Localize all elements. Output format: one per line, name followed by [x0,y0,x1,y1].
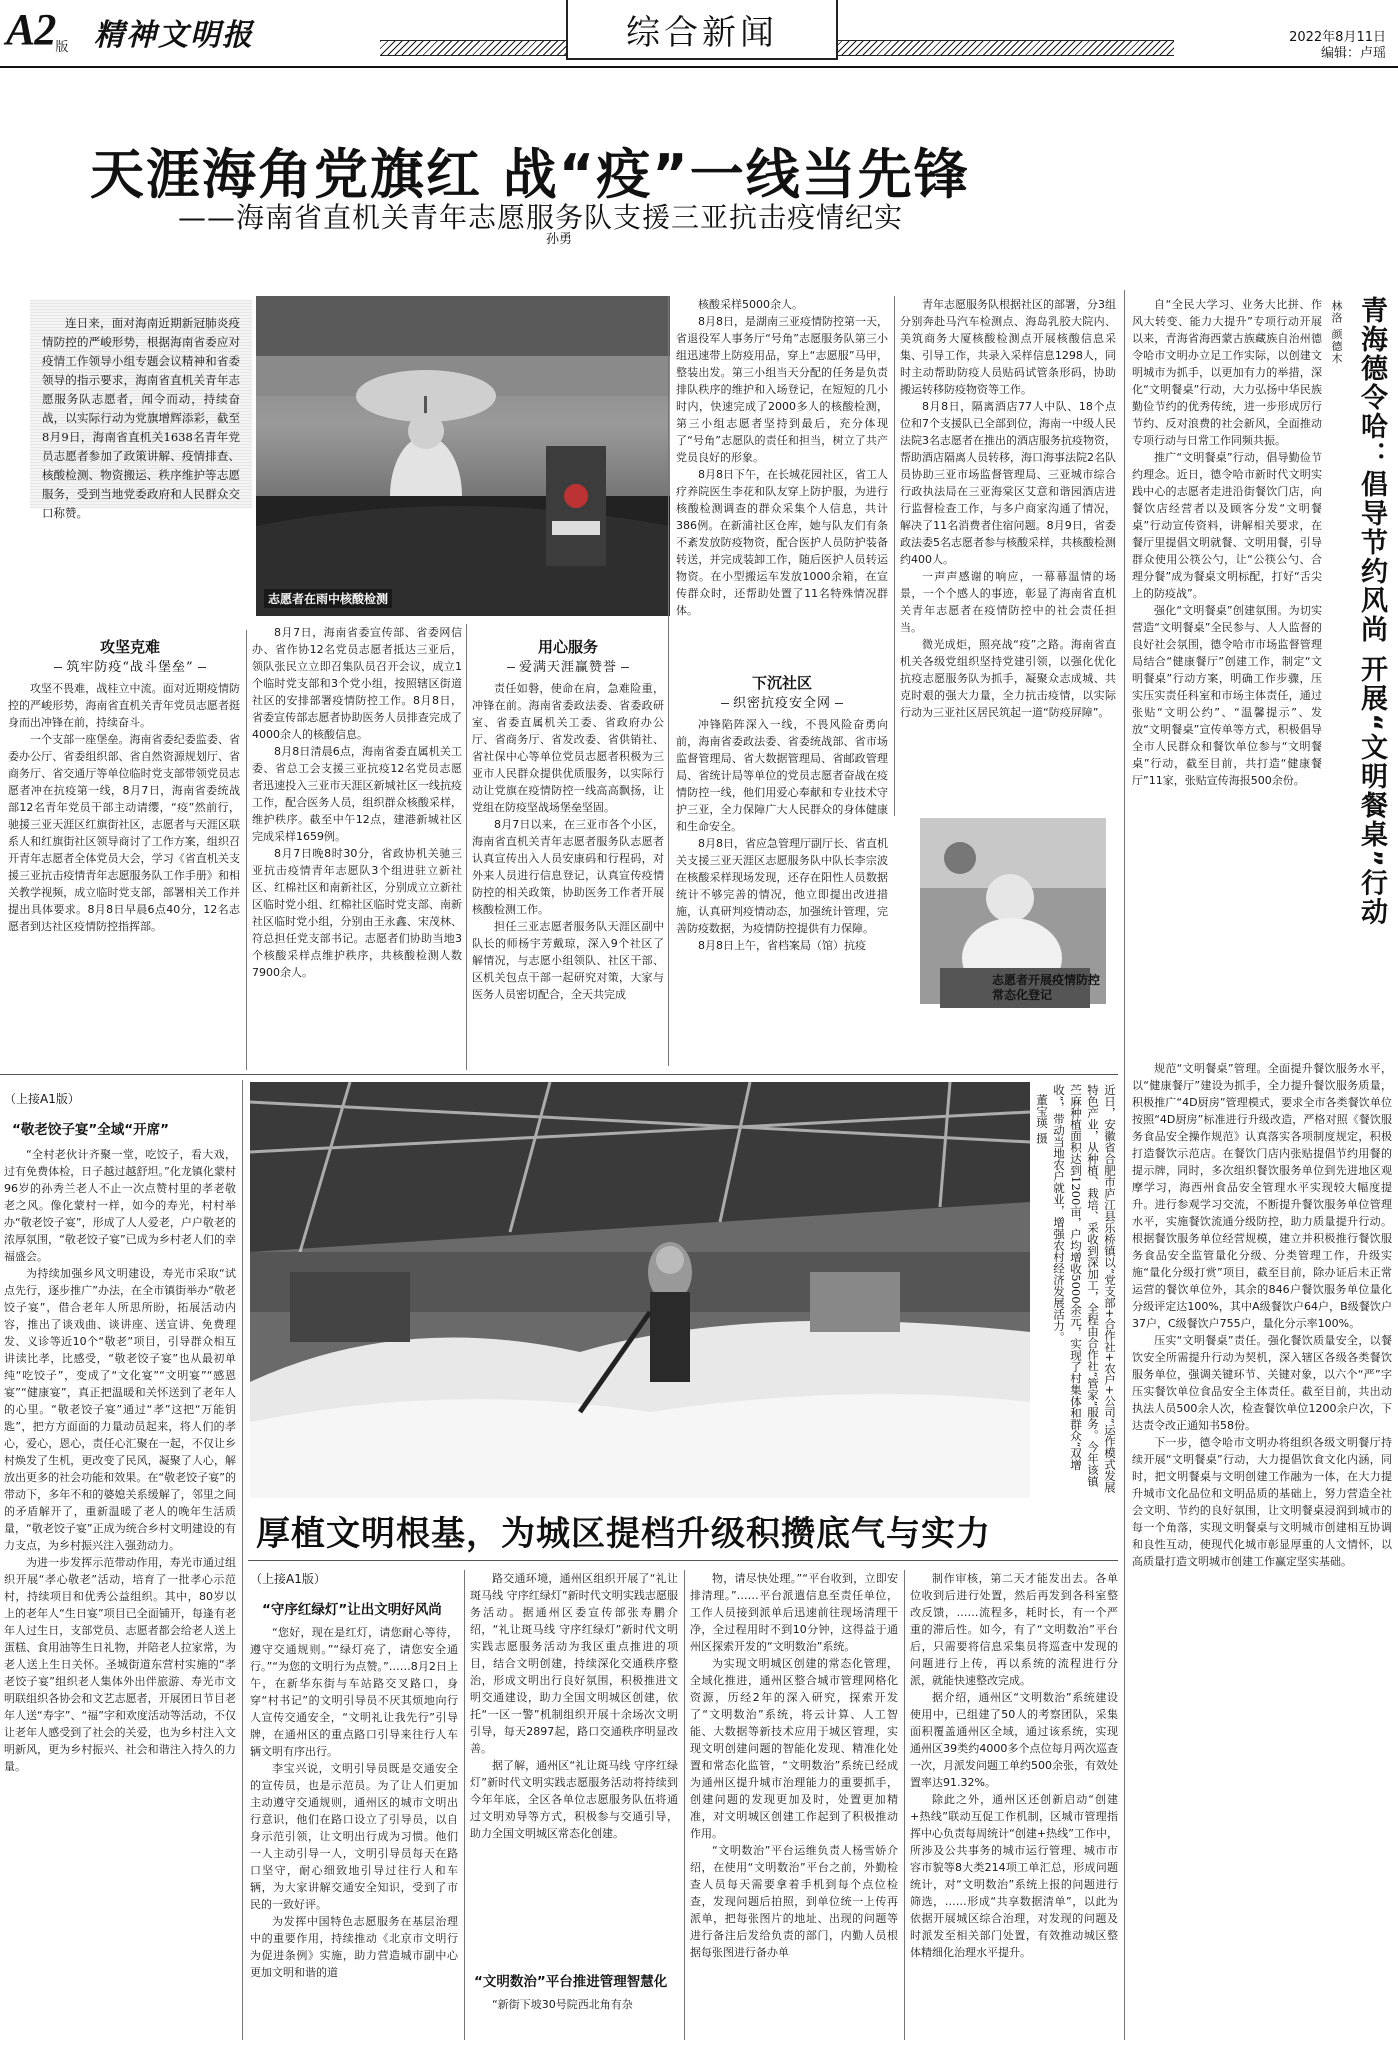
paragraph: 8月8日下午，在长城花园社区，省工人疗养院医生李花和队友穿上防护服，为进行核酸检测调查的群众采集个人信息，共计386例。在新浦社区仓库，她与队友们有条不紊发放防疫物资，配合医护人员防护装备转送，并完成装卸工作，随后医护人员转运物资。在小型搬运车发放1000余箱，在宣传群众时，还帮助处置了11名特殊情况群体。 [676,468,888,617]
paragraph: 一声声感谢的响应，一幕幕温情的场景，一个个感人的事迹，彰显了海南省直机关青年志愿者在疫情防控中的社会责任担当。 [900,570,1116,634]
paragraph: 一个支部一座堡垒。海南省委纪委监委、省委办公厅、省委组织部、省自然资源规划厅、省商务厅、省交通厅等单位临时党支部带领党员志愿者冲在抗疫第一线，8月7日，海南省委统战部12名青年党员干部主动请缨，“疫”然前行，驰援三亚天涯区红旗街社区，志愿者与天涯区联系人和红旗街社区领导商讨了工作方案，组织召开青年志愿者全体党员大会，学习《省直机关支援三亚抗击疫情青年志愿服务队工作手册》和相关教学视频，成立临时党支部，部署相关工作并提出具体要求。8月8日早晨6点40分，12名志愿者到达社区疫情防控指挥部。 [8,733,240,933]
photo-ramie [250,1082,1030,1498]
lead-byline: 孙勇 [546,232,573,247]
section-title: 综合新闻 [566,0,838,60]
second-col2-tail [470,1996,678,2036]
section3-title: 下沉社区 [751,674,812,692]
side-body-top [1132,296,1322,1056]
paragraph: 8月7日晚8时30分，省政协机关驰三亚抗击疫情青年志愿队3个组进驻立新社区、红棉社区和南新社区，分别成立立新社区临时党小组、红棉社区临时党支部、南新社区临时党小组，分别由王永鑫、宋茂林、符总担任党支部书记。志愿者们协助当地3个核酸采样点维护秩序，共核酸检测人数7900余人。 [252,847,462,979]
paragraph: 下一步，德令哈市文明办将组织各级文明餐厅持续开展“文明餐桌”行动，大力提倡饮食文化内涵，同时，把文明餐桌与文明创建工作融为一体，在大力提升城市文化品位和文明品质的基础上，努力营造全社会文明、节约的良好氛围，让文明餐桌浸润到城市的每一个角落，实现文明餐桌与文明城市创建相互协调和良性互动，使现代化城市彰显厚重的人文情怀，以高质量打造文明城市创建工作赢定坚实基础。 [1132,1436,1392,1568]
column-rule [242,1080,243,2040]
paragraph: 核酸采样5000余人。 [698,298,803,311]
lead-intro-text: 连日来，面对海南近期新冠肺炎疫情防控的严峻形势，根据海南省委应对疫情工作领导小组专题会议精神和省委领导的指示要求，海南省直机关青年志愿服务队志愿者，闻令而动，持续奋战，以实际行动为党旗增辉添彩，截至8月9日，海南省直机关1638名青年党员志愿者参加了政策讲解、疫情排查、核酸检测、物资搬运、秩序维护等志愿服务，受到当地党委政府和人民群众交口称赞。 [42,316,240,520]
paper-name: 精神文明报 [94,18,254,53]
paragraph: 强化“文明餐桌”创建氛围。为切实营造“文明餐桌”全民参与、人人监督的良好社会氛围，德令哈市市场监督管理局结合“健康餐厅”创建工作，制定“文明餐桌”行动方案，明确工作步骤，压实压实责任科室和市场主体责任，通过张贴“文明公约”、“温馨提示”、发放“文明餐桌”宣传单等方式，积极倡导全市人民群众和餐饮单位参与“文明餐桌”行动，截至目前，共打造“健康餐厅”11家，张贴宣传海报500余份。 [1132,604,1322,787]
section-divider [0,1074,1118,1075]
column-rule [904,1570,905,2040]
paragraph: 压实“文明餐桌”责任。强化餐饮质量安全，以餐饮安全所需提升行动为契机，深入辖区各级各类餐饮服务单位，强调关键环节、关键对象，以六个“严”字压实餐饮单位食品安全主体责任。截至目前，共出动执法人员500余人次，检查餐饮单位1200余户次，下达责令改正通知书58份。 [1132,1334,1392,1432]
paragraph: 为发挥中国特色志愿服务在基层治理中的重要作用，持续推动《北京市文明行为促进条例》实施，助力营造城市副中心更加文明和谐的道 [250,1915,458,1979]
column-rule [684,1570,685,2040]
masthead-stripe-left [380,40,566,56]
second-col4 [910,1570,1118,2038]
photo-ramie-image [250,1082,1030,1498]
section2-title: 用心服务 [537,638,598,656]
section2-body [472,680,664,1070]
caption-text: 近日，安徽省合肥市庐江县乐桥镇以“党支部+合作社+农户+公司”运作模式发展特色产业，从种植、栽培、采收到深加工，全程由合作社“管家”服务。今年该镇苎麻种植面积达到1200亩，户均增收5000余元，实现了村集体和群众“双增收”，带动当地农户就业，增强农村经济发展活力。 [1052,1084,1117,1493]
paragraph: 除此之外，通州区还创新启动“创建+热线”联动互促工作机制，区城市管理指挥中心负责每周统计“创建+热线”工作中，所涉及公共事务的城市运行管理、城市市容市貌等8大类214项工单汇总，形成问题统计，对“文明数治”系统上报的问题进行筛选，……形成“共享数据清单”，以此为依据开展城区综合治理，对发现的问题及时派发至相关部门处置，有效推动城区整体精细化治理水平提升。 [910,1793,1118,1959]
lead-intro [30,300,252,520]
paragraph: 担任三亚志愿者服务队天涯区副中队长的师杨宇芳戴琼，深入9个社区了解情况，与志愿小组领队、社区干部、区机关包点干部一起研究对策，大家与医务人员密切配合，全天共完成 [472,920,664,1001]
second-headline: 厚植文明根基，为城区提档升级积攒底气与实力 [256,1514,991,1554]
photo-registration-caption: 志愿者开展疫情防控常态化登记 [992,973,1101,1002]
paragraph: 制作审核，第二天才能发出去。各单位收到后进行处置，然后再发到各科室整改反馈，……流程多，耗时长，有一个严重的滞后性。如今，有了“文明数治”平台后，只需要将信息采集员将巡查中发现的问题进行上传，再以系统的流程进行分派，就能快速整改完成。 [910,1572,1118,1687]
lead-headline: 天涯海角党旗红 战“疫”一线当先锋 [90,143,970,206]
paragraph: “新街下坡30号院西北角有杂 [492,1998,633,2011]
paragraph: 8月7日以来，在三亚市各个小区，海南省直机关青年志愿者服务队志愿者认真宣传出入人员安康码和行程码，对外来人员进行信息登记，认真宣传疫情防控的相关政策，协助医务工作者开展核酸检测工作。 [472,818,664,916]
photo-rain-testing [256,296,670,616]
side-headline: 青海德令哈：倡导节约风尚 开展“文明餐桌”行动 [1356,296,1387,927]
lead-col3-top [676,296,888,666]
paragraph: 青年志愿服务队根据社区的部署，分3组分别奔赴马汽车检测点、海岛乳胶大院内、美筑商务大厦核酸检测点开展核酸信息采集、引导工作，共录入采样信息1298人，同时主动帮助防疫人员贴码试管条形码，协助搬运转移防疫物资等工作。 [900,298,1116,396]
paragraph: 为持续加强乡风文明建设，寿光市采取“试点先行，逐步推广”办法，在全市镇街举办“敬老饺子宴”，借合老年人所思所盼，拓展活动内容，推出了谈戏曲、谈讲座、送宣讲、免费理发、义诊等近10个“敬老”项目，引导群众相互讲读比孝，比感受，“敬老饺子宴”也从最初单纯“吃饺子”，变成了“文化宴”“文明宴”“感恩宴”“健康宴”，真正把温暖和关怀送到了老年人的心里。“敬老饺子宴”通过“孝”这把“万能钥匙”，把方方面面的力量动员起来，将人们的孝心，爱心，恩心，责任心汇聚在一起，不仅让乡村焕发了生机，更改变了民风，凝聚了人心，解放出更多的社会功能和效果。在“敬老饺子宴”的带动下，多年不和的婆媳关系缓解了，邻里之间的矛盾解开了，重新温暖了老人的晚年生活质量，“敬老饺子宴”正成为统合乡村文明建设的有力支点，为乡村振兴注入强劲动力。 [4,1267,236,1552]
paragraph: 路交通环境，通州区组织开展了“礼让斑马线 守序红绿灯”新时代文明实践志愿服务活动。据通州区委宣传部张寿鹏介绍，“礼让斑马线 守序红绿灯”新时代文明实践志愿服务活动为我区重点推进的项目，结合文明创建，持续深化交通秩序整治，形成文明出行良好氛围，积极推进文明交通建设，助力全国文明城区创建，依托“一区一警”机制组织开展十余场次文明引导，每天2897起，路口交通秩序明显改善。 [470,1572,678,1755]
masthead-stripe-right [834,40,1174,56]
paragraph: 为实现文明城区创建的常态化管理，全域化推进，通州区整合城市管理网格化资源，历经2年的深入研究，探索开发了“文明数治”系统，将云计算、人工智能、大数据等新技术应用于城区管理，实现文明创建问题的智能化发现、精准化处置和常态化监管，“文明数治”系统已经成为通州区提升城市治理能力的重要抓手，创建问题的发现更加及时，处置更加精准，对文明城区创建工作起到了积极推动作用。 [690,1657,898,1840]
lead-subheadline: ——海南省直机关青年志愿服务队支援三亚抗击疫情纪实 [178,201,904,234]
column-rule [464,1570,465,2040]
paragraph: 物，请尽快处理。”“平台收到，立即安排清理。”……平台派遣信息至责任单位，工作人员接到派单后迅速前往现场清理干净，全过程用时不到10分钟，这得益于通州区探索开发的“文明数治”系统。 [690,1572,898,1653]
second-col2 [470,1570,678,1960]
paragraph: 李宝兴说，文明引导员既是交通安全的宣传员，也是示范员。为了让人们更加主动遵守交通规则，通州区的城市文明出行意识，他们在路口设立了引导员，以自身示范引领，让文明出行成为习惯。他们一人主动引导一人，文明引导员每天在路口坚守，耐心细致地引导过往行人和车辆，为大家讲解交通安全知识，受到了市民的一致好评。 [250,1762,458,1911]
side-byline: 林洛 颜德木 [1330,300,1343,365]
second-col3 [690,1570,898,2038]
paragraph: 为进一步发挥示范带动作用，寿光市通过组织开展“孝心敬老”活动，培育了一批孝心示范村，持续项目和优秀公益组织。其中，80岁以上的老年人“生日宴”项目已全面铺开，每逢有老年人过生日，支部党员、志愿者都会给老人送上蛋糕、食用油等生日礼物，并陪老人拉家常，为老人送上生日关怀。圣城街道东营村实施的“孝老饺子宴”组织老人集体外出伴旅游、寿光市文明联组织各协会和文艺志愿者，开展团日节目老年人送“寿字”、“福”字和欢度活动等活动，不仅让老年人感受到了社会的关爱，也为乡村注入文明新风，更为乡村振兴、社会和谐注入持久的力量。 [4,1556,236,1773]
carryover-body [4,1146,236,2036]
carryover-jump-label: （上接A1版） [4,1092,80,1106]
section2-top-body [252,624,462,1070]
column-rule [894,296,895,816]
paragraph: 冲锋陷阵深入一线，不畏风险奋勇向前，海南省委政法委、省委统战部、省市场监督管理局、省大数据管理局、省邮政管理局、省统计局等单位的党员志愿者奋战在疫情防控一线，他们用爱心奉献和专业技术守护三亚，全力保障广大人民群众的身体健康和生命安全。 [676,718,888,833]
section1-body [8,680,240,1070]
paragraph: 规范“文明餐桌”管理。全面提升餐饮服务水平，以“健康餐厅”建设为抓手，全力提升餐饮服务质量，积极推广“4D厨房”管理模式，要求全市各类餐饮单位按照“4D厨房”标准进行升级改造，严格对照《餐饮服务食品安全操作规范》认真落实各项制度规定，积极打造餐饮示范店。在餐饮门店内张贴提倡节约用餐的提示牌，同时，多次组织餐饮服务单位到先进地区观摩学习，海西州食品安全管理水平实现较大幅度提升。进行参观学习交流，不断提升餐饮服务单位管理水平，实施餐饮流通分级防控，助力质量提升行动。根据餐饮服务单位经营规模，建立并积极推行餐饮服务食品安全监管量化分级、分类管理工作，升级实施“量化分级打赏”项目，截至目前，除办证后未正常运营的餐饮单位外，其余的846户餐饮服务单位量化分级评定达100%，其中A级餐饮户64户，B级餐饮户37户，C级餐饮户755户，量化分示率100%。 [1132,1062,1392,1330]
paragraph: 8月7日，海南省委宣传部、省委网信办、省作协12名党员志愿者抵达三亚后，领队张民立立即召集队员召开会议，成立1个临时党支部和3个党小组，按照辖区街道社区的安排部署疫情防控工作。8月8日，省委宣传部志愿者协助医务人员排查完成了4000余人的核酸信息。 [252,626,462,741]
section1-subtitle: 筑牢防疫“战斗堡垒” [20,656,240,675]
column-rule [466,624,467,1070]
paragraph: 据了解，通州区“礼让斑马线 守序红绿灯”新时代文明实践志愿服务活动将持续到今年年底，全区各单位志愿服务队伍将通过文明劝导等方式，积极参与交通引导，助力全国文明城区常态化创建。 [470,1759,678,1840]
section-divider [248,1560,1118,1561]
photo-ramie-caption [1035,1084,1118,1498]
paragraph: 8月8日清晨6点，海南省委直属机关工委、省总工会支援三亚抗疫12名党员志愿者迅速投入三亚市天涯区新城社区一线抗疫工作，配合医务人员，组织群众核酸采样，维护秩序。截至中午12点，建港新城社区完成采样1659例。 [252,745,462,843]
paragraph: 8月8日上午，省档案局（馆）抗疫 [698,939,866,952]
paragraph: 8月8日，是湖南三亚疫情防控第一天，省退役军人事务厅“号角”志愿服务队第三小组迅速带上防疫用品，穿上“志愿服”马甲，整装出发。第三小组当天分配的任务是负责排队秩序的维护和入场登记，在短短的几小时内，快速完成了2000多人的核酸检测，第三小组志愿者坚持到最后，充分体现了“号角”志愿队的责任和担当，树立了共产党员良好的形象。 [676,315,888,464]
photo-credit: 董宝瑛 摄 [1035,1094,1049,1144]
column-rule [246,630,247,1070]
second-jump-label: （上接A1版） [250,1572,326,1586]
paragraph: 8月8日，省应急管理厅副厅长、省直机关支援三亚天涯区志愿服务队中队长李宗波在核酸采样现场发现，还存在阳性人员数据统计不够完善的情况，他立即提出改进措施，认真研判疫情动态，加强统计管理，完善防疫数据，为疫情防控提供有力保障。 [676,837,888,935]
section3-subtitle: 织密抗疫安全网 [676,692,888,711]
editor-text: 编辑：卢瑶 [1320,46,1386,61]
paragraph: “文明数治”平台运维负责人杨雪娇介绍，在使用“文明数治”平台之前，外勤检查人员每天需要拿着手机到每个点位检查，发现问题后拍照，到单位统一上传再派单，把每张图片的地址、出现的问题等进行备注后发给负责的部门，内勤人员根据每张图进行备办单 [690,1844,898,1959]
page-number: A2版 [6,5,68,54]
paragraph: “您好，现在是红灯，请您耐心等待，遵守交通规则。”“绿灯亮了，请您安全通行。”“为您的文明行为点赞。”……8月2日上午，在新华东街与车站路交叉路口，身穿“村书记”的文明引导员不厌其烦地向行人宣传交通安全，“文明礼让我先行”引导牌，在通州区的重点路口引导来往行人车辆文明有序出行。 [250,1626,458,1758]
second-col1 [250,1624,458,2038]
paragraph: 据介绍，通州区“文明数治”系统建设使用中，已组建了50人的考察团队，采集面积覆盖通州区全域，通过该系统，实现通州区39类约4000多个点位每月两次巡查一次，月派发问题工单约500余张，有效处置率达91.32%。 [910,1691,1118,1789]
issue-date [1289,30,1386,62]
lead-col4 [900,296,1116,816]
side-body-bottom [1132,1060,1392,2038]
paragraph: 自“全民大学习、业务大比拼、作风大转变、能力大提升”专项行动开展以来，青海省海西蒙古族藏族自治州德令哈市文明办立足工作实际，以创建文明城市为抓手，以更加有力的举措，深化“文明餐桌”行动，大力弘扬中华民族勤俭节约的优秀传统，进一步形成厉行节约、反对浪费的社会新风，全面推动专项行动与日常工作同频共振。 [1132,298,1322,447]
paragraph: “全村老伙计齐聚一堂，吃饺子，看大戏，过有免费体检，日子越过越舒坦。”化龙镇化蒙村96岁的孙秀兰老人不止一次点赞村里的孝老敬老之风。像化蒙村一样，如今的寿光，村村举办“敬老饺子宴”，形成了人人爱老，户户敬老的浓厚氛围，“敬老饺子宴”已成为乡村老人们的幸福盛会。 [4,1148,236,1263]
column-rule [668,296,669,1066]
paragraph: 微光成炬，照亮战“疫”之路。海南省直机关各级党组织坚持党建引领，以强化优化抗疫志愿服务队为抓手，凝聚众志成城、共克时艰的强大力量，全力抗击疫情，以实际行动为三亚社区居民筑起一道“防疫屏障”。 [900,638,1116,719]
masthead-rule [0,66,1398,68]
second-subhead1: “守序红绿灯”让出文明好风尚 [262,1602,442,1618]
second-subhead2: “文明数治”平台推进管理智慧化 [474,1974,668,1990]
carryover-subhead: “敬老饺子宴”全域“开席” [12,1122,169,1138]
paragraph: 攻坚不畏难，战桂立中流。面对近期疫情防控的严峻形势，海南省直机关青年党员志愿者挺身而出冲锋在前，持续奋斗。 [8,682,240,729]
side-column-rule [1124,290,1125,2040]
paragraph: 责任如磐，使命在肩，急难险重，冲锋在前。海南省委政法委、省委政研室、省委直属机关工委、省政府办公厅、省商务厅、省发改委、省供销社、省社保中心等单位党员志愿者积极为三亚市人民群众提供优质服务，以实际行动让党旗在疫情防控一线高高飘扬，让党组在防疫坚战场堡垒坚固。 [472,682,664,814]
photo-rain-caption: 志愿者在雨中核酸检测 [264,589,392,608]
section2-subtitle: 爱满天涯赢赞誉 [470,656,666,675]
photo-rain-testing-image [256,296,670,616]
paragraph: 8月8日，隔离酒店77人中队、18个点位和7个支援队已全部到位，海南一中级人民法院3名志愿者在推出的酒店服务抗疫物资，帮助酒店隔离人员转移，海口海事法院2名队员协助三亚市场监督管理局、三亚城市综合行政执法局在三亚海棠区艾意和谐园酒店进行监督检查工作，与多户商家沟通了情况，解决了11名消费者住宿问题。8月9日，省委政法委5名志愿者参与核酸采样，共核酸检测约400人。 [900,400,1116,566]
section3-body [676,716,888,1070]
date-text: 2022年8月11日 [1289,30,1386,45]
paragraph: 推广“文明餐桌”行动，倡导勤俭节约理念。近日，德令哈市新时代文明实践中心的志愿者走进沿街餐饮门店，向餐饮店经营者以及顾客分发“文明餐桌”行动宣传资料，讲解相关要求，在餐厅里提倡文明就餐、文明用餐，引导群众使用公筷公勺，让“公筷公勺、合理分餐”成为餐桌文明标配，打好“舌尖上的防疫战”。 [1132,451,1322,600]
section1-title: 攻坚克难 [99,638,160,656]
